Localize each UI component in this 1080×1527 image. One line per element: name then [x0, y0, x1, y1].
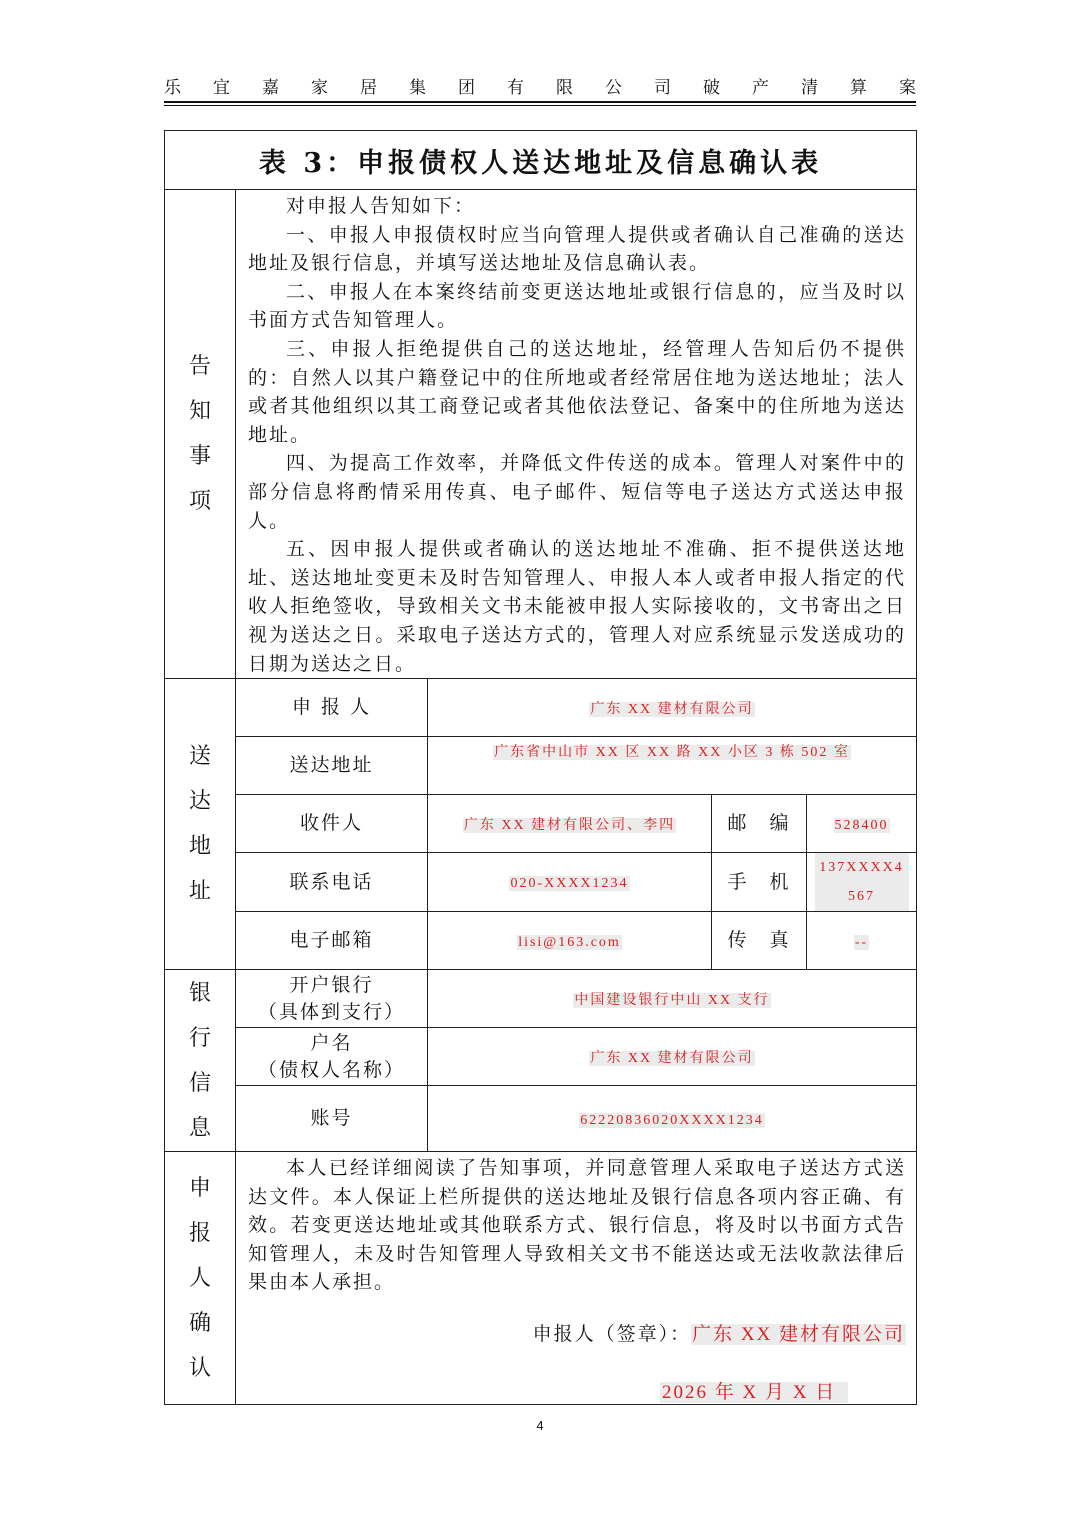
declarant-field[interactable]	[428, 679, 917, 737]
signature-line	[533, 1319, 906, 1346]
side-char: 送	[188, 744, 211, 770]
date-line	[660, 1377, 848, 1404]
header-char: 居	[360, 78, 377, 98]
header-char: 集	[409, 78, 426, 98]
header-char: 乐	[164, 78, 181, 98]
fax-value: --	[854, 934, 869, 950]
notice-paragraph: 四、为提高工作效率，并降低文件传送的成本。管理人对案件中的部分信息将酌情采用传真、电子邮件、短信等电子送达方式送达申报人。	[248, 452, 907, 532]
running-header	[164, 76, 916, 100]
notice-paragraph: 三、申报人拒绝提供自己的送达地址，经管理人告知后仍不提供的：自然人以其户籍登记中的住所地或者经常居住地为送达地址；法人或者其他组织以其工商登记或者其他依法登记、备案中的住所地为送达地址。	[248, 337, 907, 446]
account-name-field[interactable]	[428, 1028, 917, 1086]
side-char: 达	[188, 789, 211, 815]
phone-label: 联系电话	[236, 853, 428, 912]
confirmation-text: 本人已经详细阅读了告知事项，并同意管理人采取电子送达方式送达文件。本人保证上栏所提供的送达地址及银行信息各项内容正确、有效。若变更送达地址或其他联系方式、银行信息，将及时以书面方式告知管理人，未及时告知管理人导致相关文书不能送达或无法收款法律后果由本人承担。	[248, 1157, 907, 1294]
recipient-label: 收件人	[236, 795, 428, 853]
header-divider-thin	[164, 105, 916, 106]
notice-paragraph: 对申报人告知如下：	[286, 195, 476, 217]
side-char: 息	[188, 1115, 211, 1141]
side-char: 信	[188, 1070, 211, 1096]
side-char: 址	[188, 879, 211, 905]
side-char: 银	[188, 980, 211, 1006]
confirmation-form-table	[164, 130, 917, 1405]
recipient-value: 广东 XX 建材有限公司、李四	[463, 817, 676, 833]
side-char: 告	[188, 354, 211, 380]
signature-value[interactable]: 广东 XX 建材有限公司	[692, 1324, 906, 1346]
header-char: 限	[556, 78, 573, 98]
email-label: 电子邮箱	[236, 912, 428, 970]
bank-label	[236, 970, 428, 1028]
address-value: 广东省中山市 XX 区 XX 路 XX 小区 3 栋 502 室	[494, 745, 850, 761]
header-char: 破	[703, 78, 720, 98]
address-label: 送达地址	[236, 737, 428, 795]
header-char: 案	[899, 78, 916, 98]
header-char: 产	[752, 78, 769, 98]
signature-label: 申报人（签章）：	[532, 1323, 692, 1346]
bank-value: 中国建设银行中山 XX 支行	[574, 992, 770, 1008]
account-number-label: 账号	[236, 1086, 428, 1152]
bank-side-label	[165, 970, 236, 1152]
signature-date[interactable]: 2026 年 X 月 X 日	[660, 1382, 848, 1403]
mobile-value: 137XXXX4567	[815, 853, 909, 911]
side-char: 地	[188, 834, 211, 860]
header-char: 嘉	[262, 78, 279, 98]
side-char: 认	[188, 1355, 211, 1381]
confirmation-cell	[236, 1152, 917, 1405]
side-char: 申	[188, 1175, 211, 1201]
postcode-value: 528400	[834, 817, 889, 833]
header-char: 家	[311, 78, 328, 98]
recipient-field[interactable]	[428, 795, 712, 853]
header-char: 团	[458, 78, 475, 98]
email-value: lisi@163.com	[518, 934, 621, 950]
bank-label-line: 开户银行	[289, 973, 374, 996]
account-name-label	[236, 1028, 428, 1086]
header-char: 司	[654, 78, 671, 98]
phone-field[interactable]	[428, 853, 712, 912]
notice-text	[236, 190, 917, 679]
account-name-value: 广东 XX 建材有限公司	[590, 1050, 754, 1066]
side-char: 项	[188, 489, 211, 515]
side-char: 人	[188, 1265, 211, 1291]
notice-paragraph: 二、申报人在本案终结前变更送达地址或银行信息的，应当及时以书面方式告知管理人。	[248, 280, 907, 332]
notice-paragraph: 一、申报人申报债权时应当向管理人提供或者确认自己准确的送达地址及银行信息，并填写送达地址及信息确认表。	[248, 223, 907, 275]
side-char: 行	[188, 1025, 211, 1051]
email-field[interactable]	[428, 912, 712, 970]
fax-label: 传 真	[712, 912, 807, 970]
header-char: 宜	[213, 78, 230, 98]
address-side-label	[165, 679, 236, 970]
side-char: 报	[188, 1220, 211, 1246]
address-field[interactable]	[428, 737, 917, 795]
header-char: 清	[801, 78, 818, 98]
header-char: 公	[605, 78, 622, 98]
bank-field[interactable]	[428, 970, 917, 1028]
notice-side-label	[165, 190, 236, 679]
side-char: 知	[188, 399, 211, 425]
notice-paragraph: 五、因申报人提供或者确认的送达地址不准确、拒不提供送达地址、送达地址变更未及时告知管理人、申报人本人或者申报人指定的代收人拒绝签收，导致相关文书未能被申报人实际接收的，文书寄出之日视为送达之日。采取电子送达方式的，管理人对应系统显示发送成功的日期为送达之日。	[248, 538, 907, 675]
declarant-label: 申 报 人	[236, 679, 428, 737]
mobile-field[interactable]	[807, 853, 917, 912]
phone-value: 020-XXXX1234	[510, 876, 629, 892]
account-number-field[interactable]	[428, 1086, 917, 1152]
mobile-label: 手 机	[712, 853, 807, 912]
page-number: 4	[536, 1418, 544, 1433]
side-char: 事	[188, 444, 211, 470]
header-char: 算	[850, 78, 867, 98]
postcode-label: 邮 编	[712, 795, 807, 853]
fax-field[interactable]	[807, 912, 917, 970]
account-name-label-line: 户名	[310, 1031, 353, 1054]
declarant-value: 广东 XX 建材有限公司	[590, 701, 754, 717]
side-char: 确	[188, 1310, 211, 1336]
account-number-value: 62220836020XXXX1234	[580, 1112, 764, 1128]
confirmation-side-label	[165, 1152, 236, 1405]
header-char: 有	[507, 78, 524, 98]
account-name-label-line: （债权人名称）	[257, 1058, 405, 1081]
form-title: 表 3：申报债权人送达地址及信息确认表	[165, 131, 917, 190]
bank-label-line: （具体到支行）	[257, 1000, 405, 1023]
header-divider-thick	[164, 101, 916, 103]
postcode-field[interactable]	[807, 795, 917, 853]
